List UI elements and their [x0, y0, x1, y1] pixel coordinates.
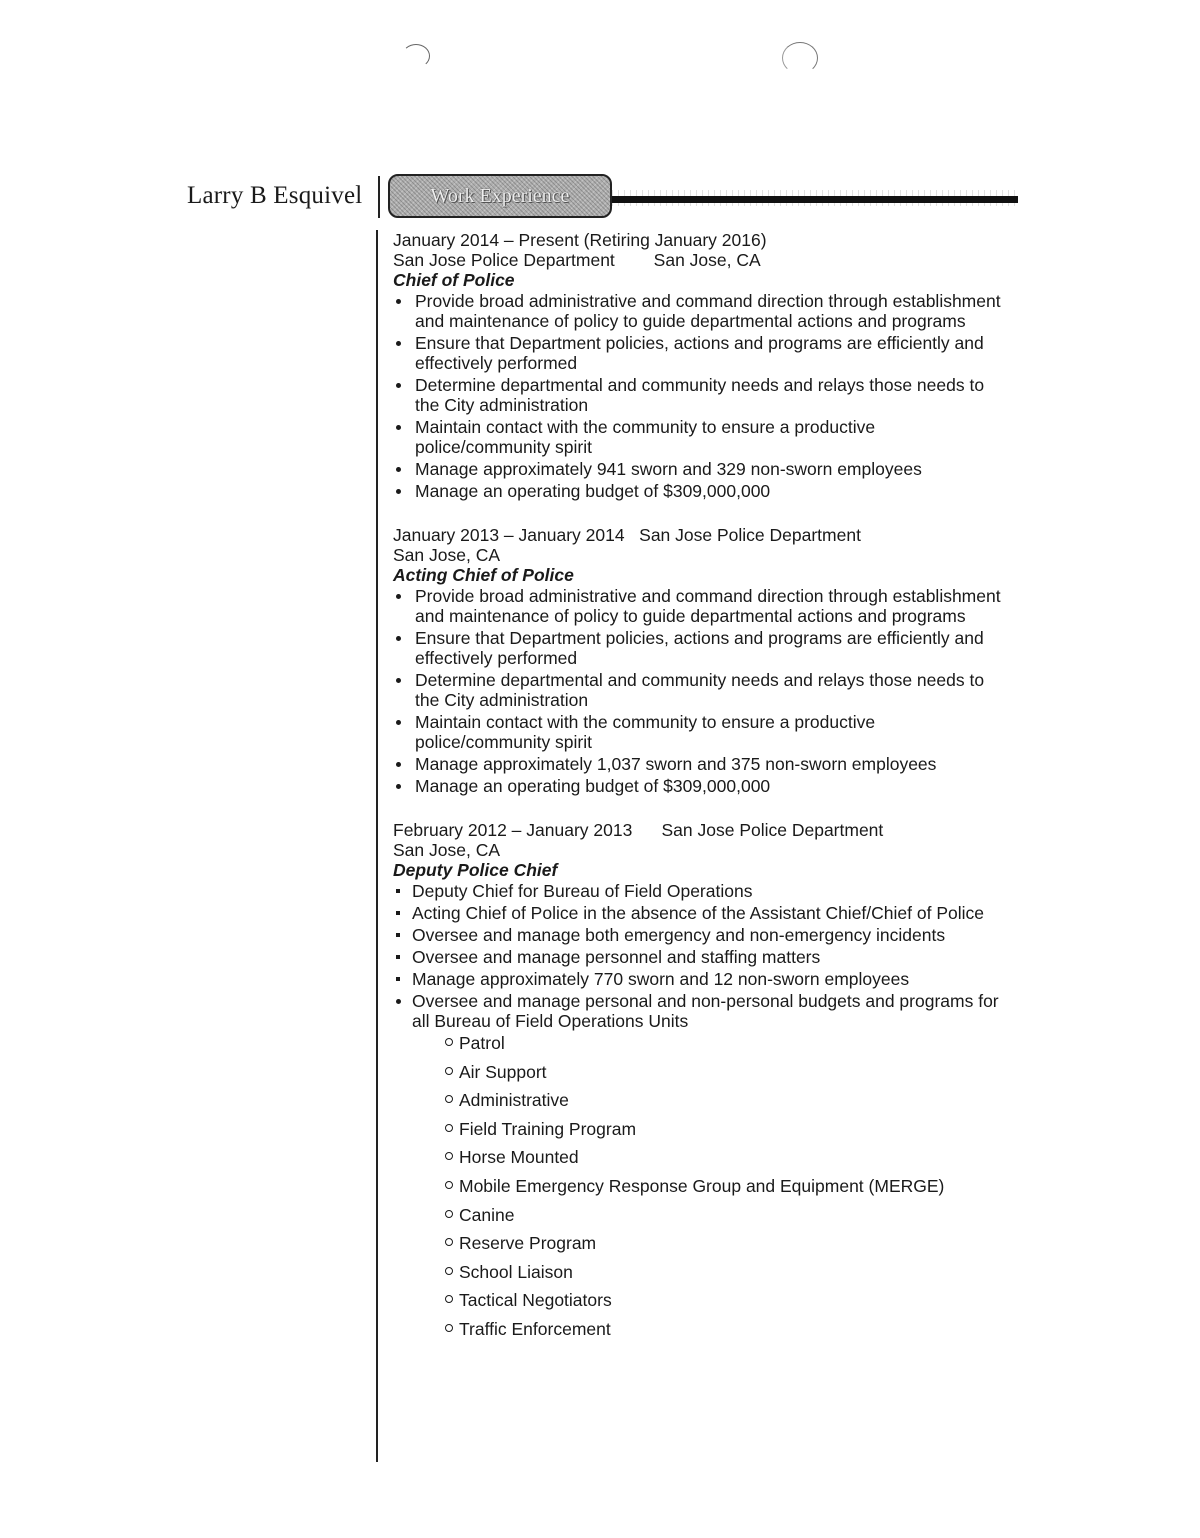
duty-list: [393, 881, 1013, 1031]
unit-list: [393, 1033, 1013, 1348]
duty-item: Oversee and manage personal and non-personal budgets and programs for all Bureau of Field Operations Units: [393, 991, 1013, 1031]
scan-mark: [402, 44, 430, 68]
job-dates: January 2014 – Present (Retiring January 2016): [393, 230, 767, 250]
duty-list: [393, 291, 1013, 501]
section-header-tab: [388, 174, 612, 218]
duty-item: Oversee and manage both emergency and non-emergency incidents: [393, 925, 1013, 945]
duty-item: Acting Chief of Police in the absence of the Assistant Chief/Chief of Police: [393, 903, 1013, 923]
duty-item: Provide broad administrative and command direction through establishment and maintenance of policy to guide departmental actions and programs: [393, 291, 1013, 331]
job-title: Acting Chief of Police: [393, 565, 574, 585]
content-divider: [376, 230, 378, 1462]
unit-item: Horse Mounted: [393, 1147, 1013, 1176]
section-title: Work Experience: [430, 184, 570, 207]
unit-item: School Liaison: [393, 1262, 1013, 1291]
job-location: San Jose, CA: [393, 840, 500, 860]
job-dates: January 2013 – January 2014 San Jose Police Department: [393, 525, 861, 545]
job-title: Deputy Police Chief: [393, 860, 558, 880]
job-dates: February 2012 – January 2013 San Jose Police Department: [393, 820, 884, 840]
duty-item: Ensure that Department policies, actions and programs are efficiently and effectively performed: [393, 333, 1013, 373]
section-header-rule: [612, 196, 1018, 203]
unit-item: Patrol: [393, 1033, 1013, 1062]
unit-item: Canine: [393, 1205, 1013, 1234]
unit-item: Tactical Negotiators: [393, 1290, 1013, 1319]
unit-item: Reserve Program: [393, 1233, 1013, 1262]
duty-item: Determine departmental and community needs and relays those needs to the City administration: [393, 670, 1013, 710]
duty-item: Maintain contact with the community to ensure a productive police/community spirit: [393, 417, 1013, 457]
left-divider: [378, 176, 380, 218]
candidate-name: Larry B Esquivel: [187, 182, 363, 209]
duty-item: Manage an operating budget of $309,000,000: [393, 481, 1013, 501]
job-entry-chief: [393, 230, 1013, 501]
duty-item: Manage approximately 770 sworn and 12 non-sworn employees: [393, 969, 1013, 989]
job-entry-deputy-chief: [393, 820, 1013, 1348]
duty-item: Manage approximately 941 sworn and 329 non-sworn employees: [393, 459, 1013, 479]
duty-item: Manage an operating budget of $309,000,000: [393, 776, 1013, 796]
work-experience-content: [393, 230, 1013, 1372]
duty-list: [393, 586, 1013, 796]
unit-item: Mobile Emergency Response Group and Equipment (MERGE): [393, 1176, 1013, 1205]
unit-item: Field Training Program: [393, 1119, 1013, 1148]
scan-mark: [782, 42, 818, 74]
job-employer: San Jose Police Department San Jose, CA: [393, 250, 761, 270]
unit-item: Administrative: [393, 1090, 1013, 1119]
duty-item: Provide broad administrative and command direction through establishment and maintenance of policy to guide departmental actions and programs: [393, 586, 1013, 626]
unit-item: Traffic Enforcement: [393, 1319, 1013, 1348]
duty-item: Ensure that Department policies, actions and programs are efficiently and effectively performed: [393, 628, 1013, 668]
job-entry-acting-chief: [393, 525, 1013, 796]
job-location: San Jose, CA: [393, 545, 500, 565]
duty-item: Oversee and manage personnel and staffing matters: [393, 947, 1013, 967]
job-title: Chief of Police: [393, 270, 515, 290]
duty-item: Deputy Chief for Bureau of Field Operations: [393, 881, 1013, 901]
duty-item: Maintain contact with the community to ensure a productive police/community spirit: [393, 712, 1013, 752]
unit-item: Air Support: [393, 1062, 1013, 1091]
duty-item: Manage approximately 1,037 sworn and 375 non-sworn employees: [393, 754, 1013, 774]
duty-item: Determine departmental and community needs and relays those needs to the City administration: [393, 375, 1013, 415]
